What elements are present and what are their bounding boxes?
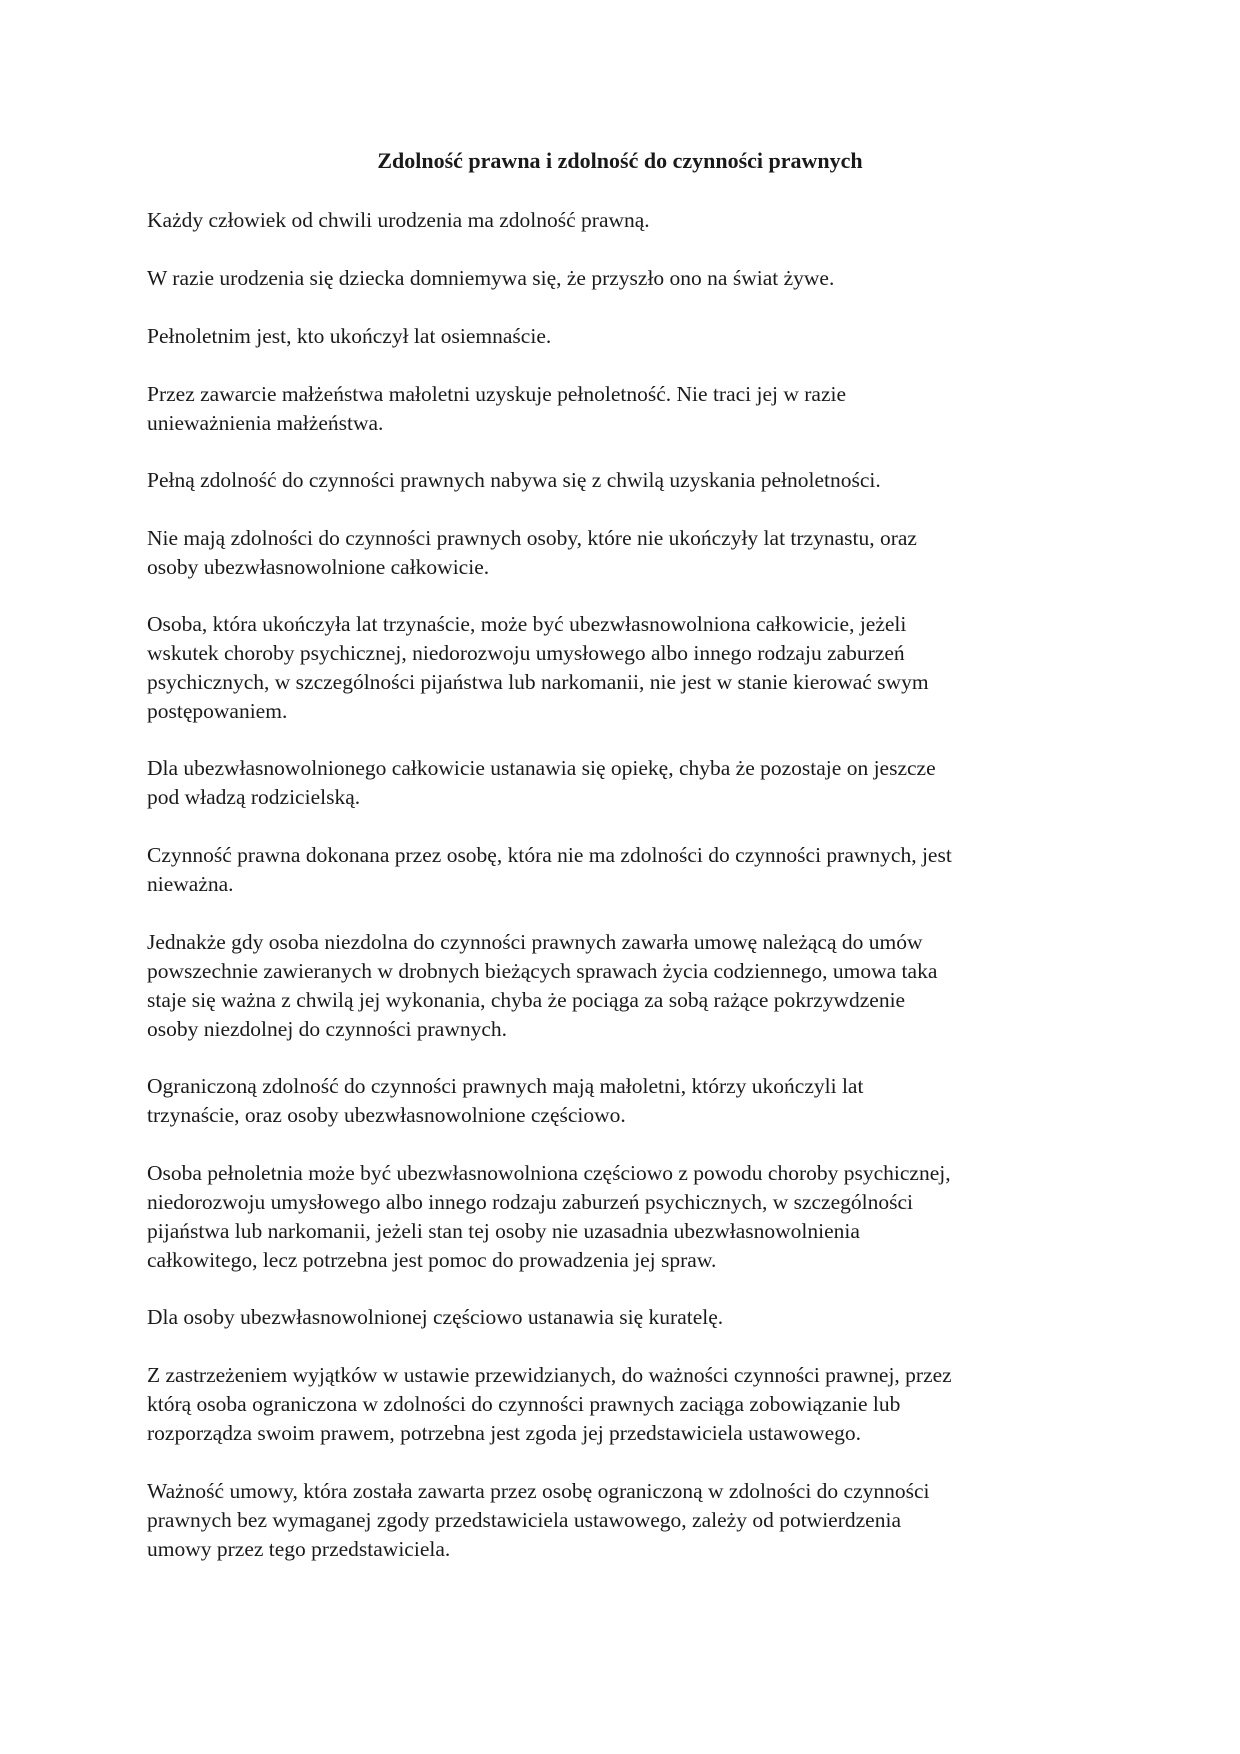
paragraph-14 xyxy=(147,1361,1107,1448)
paragraph-9 xyxy=(147,841,1107,899)
paragraph-3 xyxy=(147,322,1107,351)
paragraph-6 xyxy=(147,524,1107,582)
paragraph-line: pijaństwa lub narkomanii, jeżeli stan tej osoby nie uzasadnia ubezwłasnowolnienia xyxy=(147,1219,860,1243)
paragraph-line: Pełną zdolność do czynności prawnych nabywa się z chwilą uzyskania pełnoletności. xyxy=(147,468,881,492)
paragraph-line: staje się ważna z chwilą jej wykonania, chyba że pociąga za sobą rażące pokrzywdzenie xyxy=(147,988,906,1012)
paragraph-line: Nie mają zdolności do czynności prawnych osoby, które nie ukończyły lat trzynastu, oraz xyxy=(147,526,917,550)
paragraph-line: unieważnienia małżeństwa. xyxy=(147,411,384,435)
paragraph-line: pod władzą rodzicielską. xyxy=(147,785,361,809)
paragraph-line: Każdy człowiek od chwili urodzenia ma zdolność prawną. xyxy=(147,208,650,232)
paragraph-line: Jednakże gdy osoba niezdolna do czynności prawnych zawarła umowę należącą do umów xyxy=(147,930,923,954)
paragraph-4 xyxy=(147,380,1107,438)
paragraph-11 xyxy=(147,1072,1107,1130)
paragraph-8 xyxy=(147,754,1107,812)
paragraph-line: osoby niezdolnej do czynności prawnych. xyxy=(147,1017,508,1041)
paragraph-10 xyxy=(147,928,1107,1044)
paragraph-line: Ograniczoną zdolność do czynności prawnych mają małoletni, którzy ukończyli lat xyxy=(147,1074,864,1098)
paragraph-line: całkowitego, lecz potrzebna jest pomoc do prowadzenia jej spraw. xyxy=(147,1248,717,1272)
paragraph-line: umowy przez tego przedstawiciela. xyxy=(147,1537,451,1561)
paragraph-line: psychicznych, w szczególności pijaństwa lub narkomanii, nie jest w stanie kierować swym xyxy=(147,670,929,694)
paragraph-line: Ważność umowy, która została zawarta przez osobę ograniczoną w zdolności do czynności xyxy=(147,1479,930,1503)
paragraph-line: którą osoba ograniczona w zdolności do czynności prawnych zaciąga zobowiązanie lub xyxy=(147,1392,901,1416)
paragraph-7 xyxy=(147,610,1107,726)
paragraph-line: Przez zawarcie małżeństwa małoletni uzyskuje pełnoletność. Nie traci jej w razie xyxy=(147,382,847,406)
paragraph-line: Pełnoletnim jest, kto ukończył lat osiemnaście. xyxy=(147,324,552,348)
paragraph-line: trzynaście, oraz osoby ubezwłasnowolnione częściowo. xyxy=(147,1103,626,1127)
paragraph-line: wskutek choroby psychicznej, niedorozwoju umysłowego albo innego rodzaju zaburzeń xyxy=(147,641,905,665)
paragraph-line: osoby ubezwłasnowolnione całkowicie. xyxy=(147,555,490,579)
paragraph-line: Z zastrzeżeniem wyjątków w ustawie przewidzianych, do ważności czynności prawnej, przez xyxy=(147,1363,952,1387)
document-title: Zdolność prawna i zdolność do czynności prawnych xyxy=(377,148,863,173)
paragraph-line: powszechnie zawieranych w drobnych bieżących sprawach życia codziennego, umowa taka xyxy=(147,959,938,983)
paragraph-line: Dla ubezwłasnowolnionego całkowicie ustanawia się opiekę, chyba że pozostaje on jeszcze xyxy=(147,756,936,780)
paragraph-line: Czynność prawna dokonana przez osobę, która nie ma zdolności do czynności prawnych, jest xyxy=(147,843,952,867)
paragraph-line: prawnych bez wymaganej zgody przedstawiciela ustawowego, zależy od potwierdzenia xyxy=(147,1508,901,1532)
paragraph-13 xyxy=(147,1303,1107,1332)
paragraph-line: niedorozwoju umysłowego albo innego rodzaju zaburzeń psychicznych, w szczególności xyxy=(147,1190,913,1214)
paragraph-line: W razie urodzenia się dziecka domniemywa się, że przyszło ono na świat żywe. xyxy=(147,266,835,290)
paragraph-line: postępowaniem. xyxy=(147,699,288,723)
paragraph-line: Dla osoby ubezwłasnowolnionej częściowo ustanawia się kuratelę. xyxy=(147,1305,724,1329)
paragraph-2 xyxy=(147,264,1107,293)
paragraph-15 xyxy=(147,1477,1107,1564)
paragraph-5 xyxy=(147,466,1107,495)
paragraph-line: rozporządza swoim prawem, potrzebna jest zgoda jej przedstawiciela ustawowego. xyxy=(147,1421,861,1445)
paragraph-line: nieważna. xyxy=(147,872,234,896)
paragraph-line: Osoba, która ukończyła lat trzynaście, może być ubezwłasnowolniona całkowicie, jeżeli xyxy=(147,612,907,636)
paragraph-1 xyxy=(147,206,1107,235)
paragraph-line: Osoba pełnoletnia może być ubezwłasnowolniona częściowo z powodu choroby psychicznej, xyxy=(147,1161,951,1185)
paragraph-12 xyxy=(147,1159,1107,1275)
